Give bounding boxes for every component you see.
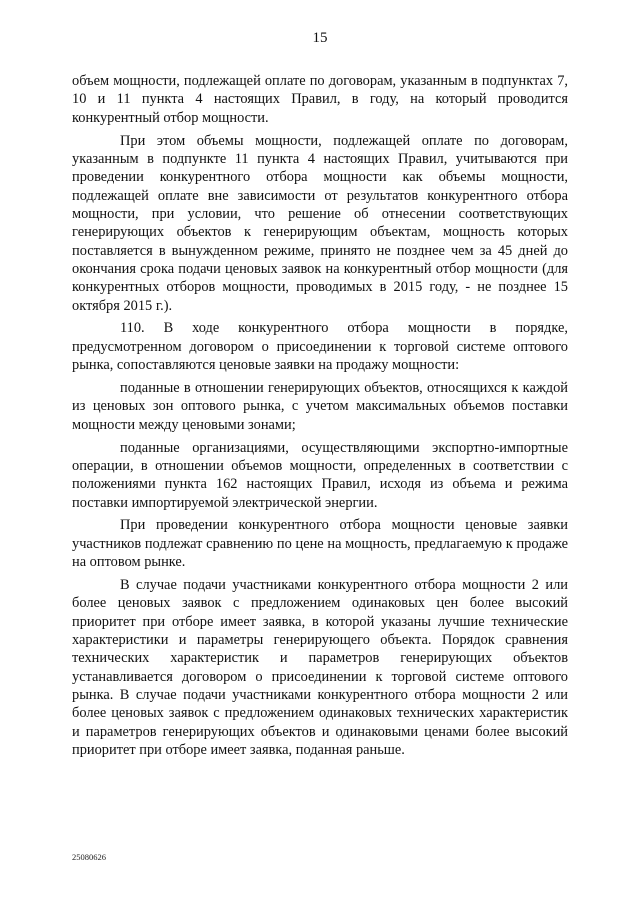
paragraph-clause-110: 110. В ходе конкурентного отбора мощности в порядке, предусмотренном договором о присоединении к торговой системе оптового рынка, сопоставляются ценовые заявки на продажу мощности: [72, 320, 568, 374]
paragraph-continuation: объем мощности, подлежащей оплате по договорам, указанным в подпунктах 7, 10 и 11 пункта 4 настоящих Правил, в году, на который проводится конкурентный отбор мощности. [72, 73, 568, 126]
paragraph: При проведении конкурентного отбора мощности ценовые заявки участников подлежат сравнению по цене на мощность, предлагаемую к продаже на оптовом рынке. [72, 517, 568, 571]
document-code: 25080626 [72, 852, 106, 862]
page-number: 15 [312, 30, 328, 46]
paragraph: В случае подачи участниками конкурентного отбора мощности 2 или более ценовых заявок с предложением одинаковых цен более высокий приоритет при отборе имеет заявка, в которой указаны лучшие технические характеристики и параметры генерирующего объекта. Порядок сравнения технических характеристик и параметров генерирующих объектов устанавливается договором о присоединении к торговой системе оптового рынка. В случае подачи участниками конкурентного отбора мощности 2 или более ценовых заявок с предложением одинаковых технических характеристик и параметров генерирующих объектов и одинаковыми ценами более высокий приоритет при отборе имеет заявка, поданная раньше. [72, 576, 568, 759]
document-body [72, 72, 568, 764]
paragraph: При этом объемы мощности, подлежащей оплате по договорам, указанным в подпункте 11 пункта 4 настоящих Правил, учитываются при проведении конкурентного отбора мощности как объемы мощности, подлежащей оплате вне зависимости от результатов конкурентного отбора мощности, при условии, что решение об отнесении соответствующих генерирующих объектов к генерирующим объектам, мощность которых поставляется в вынужденном режиме, принято не позднее чем за 45 дней до окончания срока подачи ценовых заявок на конкурентный отбор мощности (для конкурентных отборов мощности, проводимых в 2015 году, - не позднее 15 октября 2015 г.). [72, 132, 568, 314]
paragraph: поданные организациями, осуществляющими экспортно-импортные операции, в отношении объемов мощности, определенных в соответствии с положениями пункта 162 настоящих Правил, исходя из объема и режима поставки импортируемой электрической энергии. [72, 439, 568, 511]
paragraph: поданные в отношении генерирующих объектов, относящихся к каждой из ценовых зон оптового рынка, с учетом максимальных объемов поставки мощности между ценовыми зонами; [72, 380, 568, 433]
